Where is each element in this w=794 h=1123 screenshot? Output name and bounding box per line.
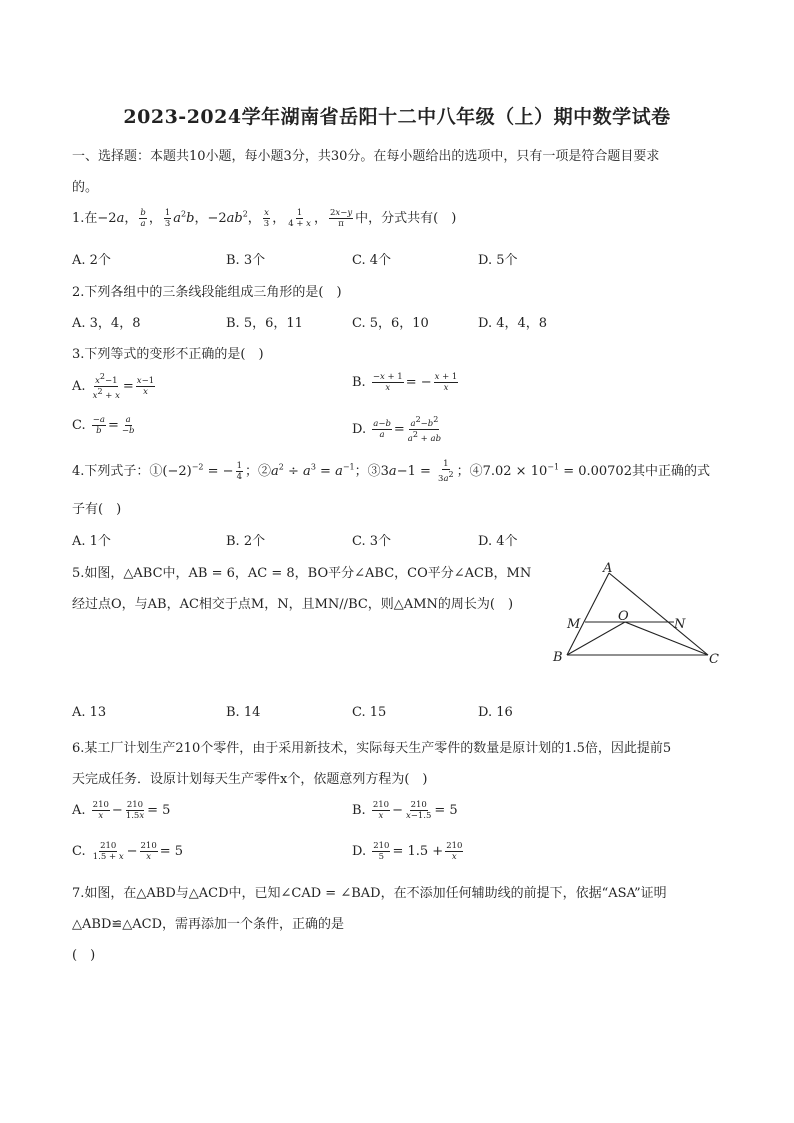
- question-1-stem: [72, 207, 456, 229]
- question-3-stem: 3.下列等式的变形不正确的是( ): [72, 347, 264, 362]
- q4-expressions: $①(-2)^{-2}$ = − $\frac{1}{4}$ ；$②a^2 \div a^3 = a^{-1}$；③3a−1 = $\frac{1}{3a^2}$ ；④7.02 × $10^{-1} = 0.00702$: [149, 459, 632, 484]
- page-title: 2023-2024学年湖南省岳阳十二中八年级（上）期中数学试卷: [123, 106, 671, 128]
- question-2-stem: 2.下列各组中的三条线段能组成三角形的是( ): [72, 285, 342, 300]
- q4-option-c: C. 3个: [352, 534, 392, 549]
- question-1-prefix: 1.在: [72, 211, 98, 226]
- q3-option-b-label: B.: [352, 375, 366, 390]
- question-4-suffix: 其中正确的式: [631, 463, 710, 479]
- question-7-line-1: 7.如图，在△ABD与△ACD中，已知∠CAD = ∠BAD，在不添加任何辅助线的前提下，依据“ASA”证明: [72, 886, 667, 901]
- q1-option-a: A. 2个: [72, 253, 111, 268]
- q6-option-c-label: C.: [72, 844, 86, 859]
- q1-expressions: −2a， $\frac{b}{a}$ ， $\frac{1}{3}$ $a^2b$，$-2ab^2$， $\frac{x}{3}$ ， $\frac{1}{4 + x}$ ， $\frac{2x-y}{\pi}$: [97, 208, 353, 229]
- q2-option-c: C. 5，6，10: [352, 316, 429, 331]
- segment-co: [625, 622, 708, 655]
- q3-option-a-label: A.: [72, 378, 86, 394]
- q4-option-d: D. 4个: [478, 534, 518, 549]
- question-1-suffix: 中，分式共有( ): [355, 211, 457, 226]
- question-4-prefix: 4.下列式子：: [72, 463, 150, 479]
- question-6-line-2: 天完成任务．设原计划每天生产零件x个，依题意列方程为( ): [72, 772, 428, 787]
- q6-option-b-label: B.: [352, 803, 366, 818]
- question-4-cont: 子有( ): [72, 502, 122, 517]
- label-b: B: [553, 650, 563, 665]
- q1-option-b: B. 3个: [226, 253, 266, 268]
- question-5-line-1: 5.如图，△ABC中，AB = 6，AC = 8，BO平分∠ABC，CO平分∠ACB，MN: [72, 566, 532, 581]
- triangle-figure: [548, 560, 728, 670]
- question-6-line-1: 6.某工厂计划生产210个零件，由于采用新技术，实际每天生产零件的数量是原计划的1.5倍，因此提前5: [72, 741, 672, 756]
- question-7-line-2: △ABD≌△ACD，需再添加一个条件，正确的是: [72, 917, 345, 932]
- q4-option-b: B. 2个: [226, 534, 266, 549]
- q3-option-a: A. $\frac{x^2-1}{x^2 + x}$ = $\frac{x-1}{x}$: [72, 372, 155, 401]
- q2-option-a: A. 3，4，8: [72, 316, 141, 331]
- q3-option-c: C. $\frac{-a}{b}$ = $\frac{a}{-b}$: [72, 415, 135, 436]
- q3-option-d-label: D.: [352, 421, 367, 437]
- q6-option-a: A. $\frac{210}{x}$ − $\frac{210}{1.5x}$ = 5: [72, 800, 171, 821]
- label-n: N: [674, 617, 686, 632]
- q6-option-b: B. $\frac{210}{x}$ − $\frac{210}{x-1.5}$ = 5: [352, 800, 458, 821]
- question-4-stem: [72, 459, 710, 484]
- q3-option-b: B. $\frac{-x + 1}{x}$ = − $\frac{x + 1}{x}$: [352, 372, 458, 393]
- question-5-line-2: 经过点O，与AB，AC相交于点M，N，且MN//BC，则△AMN的周长为( ): [72, 597, 514, 612]
- q2-option-d: D. 4，4，8: [478, 316, 548, 331]
- label-c: C: [709, 652, 719, 667]
- label-o: O: [618, 609, 629, 624]
- section-heading: 一、选择题：本题共10小题，每小题3分，共30分。在每小题给出的选项中，只有一项是符合题目要求: [72, 149, 660, 164]
- q5-option-d: D. 16: [478, 705, 513, 720]
- q3-option-c-label: C.: [72, 418, 86, 433]
- label-m: M: [567, 617, 581, 632]
- q6-option-d: D. $\frac{210}{5}$ = 1.5 + $\frac{210}{x}$: [352, 841, 463, 862]
- q1-option-d: D. 5个: [478, 253, 518, 268]
- q6-option-d-label: D.: [352, 844, 367, 859]
- q6-option-c: C. $\frac{210}{1.5 + x}$ − $\frac{210}{x}$ = 5: [72, 841, 184, 862]
- q5-option-b: B. 14: [226, 705, 261, 720]
- q3-option-d: D. $\frac{a-b}{a}$ = $\frac{a^2-b^2}{a^2 + ab}$: [352, 415, 442, 444]
- question-7-line-3: ( ): [72, 948, 96, 963]
- q5-option-a: A. 13: [72, 705, 107, 720]
- q4-option-a: A. 1个: [72, 534, 111, 549]
- q1-option-c: C. 4个: [352, 253, 392, 268]
- q6-option-a-label: A.: [72, 803, 86, 818]
- label-a: A: [603, 561, 613, 576]
- section-heading-cont: 的。: [72, 180, 99, 195]
- q5-option-c: C. 15: [352, 705, 387, 720]
- q2-option-b: B. 5，6，11: [226, 316, 303, 331]
